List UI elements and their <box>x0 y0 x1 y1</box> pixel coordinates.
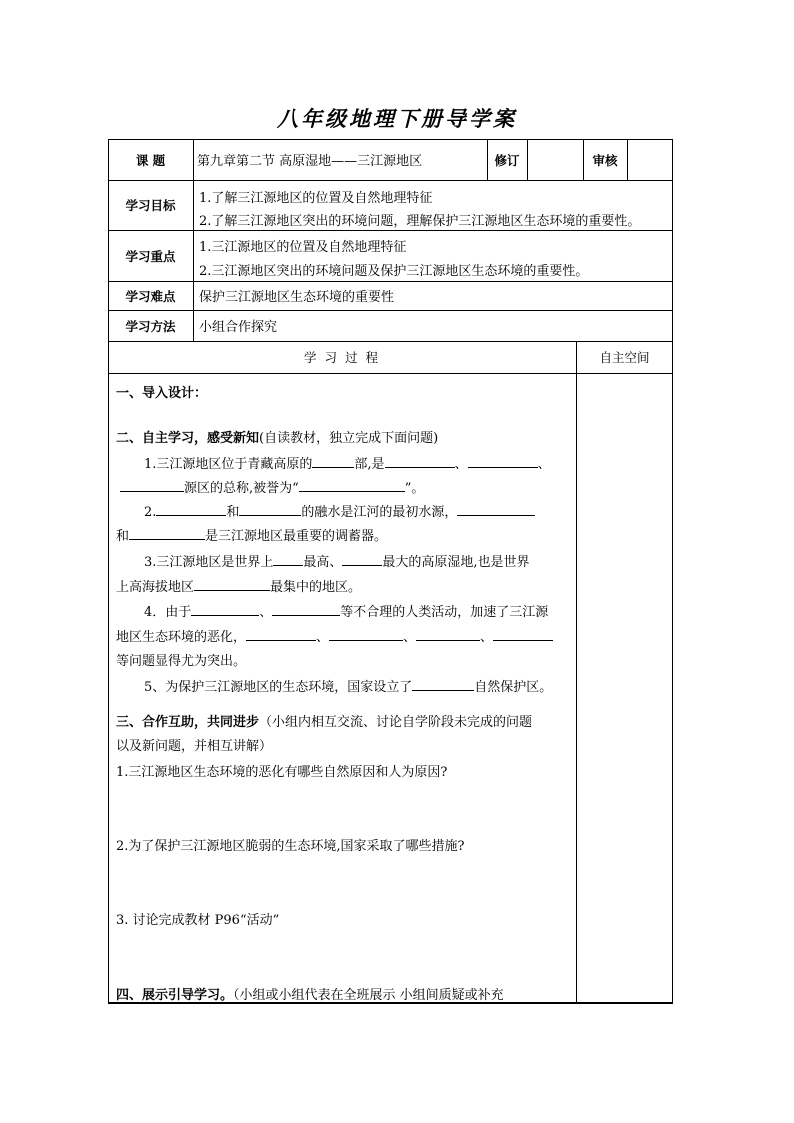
blank[interactable] <box>312 455 354 468</box>
process-header: 学 习 过 程 <box>304 350 380 365</box>
page-title: 八年级地理下册导学案 <box>277 107 517 131</box>
discussion-question: 2.为了保护三江源地区脆弱的生态环境,国家采取了哪些措施? <box>116 839 465 854</box>
question-3-line-1: 3.三江源地区是世界上 最高、 最大的高原湿地,也是世界 <box>144 555 530 570</box>
blank[interactable] <box>194 578 270 591</box>
revise-value[interactable] <box>527 139 583 180</box>
discussion-question: 3. 讨论完成教材 P96“活动” <box>116 913 280 928</box>
discussion-question: 1.三江源地区生态环境的恶化有哪些自然原因和人为原因? <box>116 765 448 780</box>
blank[interactable] <box>385 455 455 468</box>
course-value: 第九章第二节 高原湿地——三江源地区 <box>197 154 423 169</box>
question-3-line-2: 上高海拔地区 最集中的地区。 <box>116 580 362 595</box>
blank[interactable] <box>412 678 474 691</box>
difficulty-label: 学习难点 <box>125 288 176 304</box>
section-cooperation <box>116 711 532 730</box>
question-1-line-1: 1.三江源地区位于青藏高原的 部,是 、 、 <box>144 457 551 472</box>
side-space-area[interactable] <box>577 374 672 1002</box>
section-cooperation-note: （小组内相互交流、讨论自学阶段未完成的问题 <box>259 715 533 730</box>
blank[interactable] <box>468 455 538 468</box>
blank[interactable] <box>416 628 480 641</box>
course-label: 课 题 <box>135 152 166 168</box>
key-point-item: 1.三江源地区的位置及自然地理特征 <box>199 240 407 255</box>
goal-item: 1.了解三江源地区的位置及自然地理特征 <box>199 191 433 206</box>
blank[interactable] <box>299 479 405 492</box>
question-5: 5、为保护三江源地区的生态环境，国家设立了 自然保护区。 <box>144 680 553 695</box>
section-intro: 一、导入设计： <box>116 386 208 401</box>
revise-label: 修订 <box>494 152 520 168</box>
question-4-line-2: 地区生态环境的恶化， 、 、 、 <box>116 626 553 645</box>
method-label: 学习方法 <box>125 318 176 334</box>
section-cooperation-line-2: 以及新问题，并相互讲解） <box>116 739 273 754</box>
goals-label: 学习目标 <box>125 198 176 213</box>
blank[interactable] <box>493 628 553 641</box>
section-self-study-note: (自读教材，独立完成下面问题) <box>259 431 439 446</box>
blank[interactable] <box>156 503 226 516</box>
side-space-header: 自主空间 <box>599 350 650 365</box>
blank[interactable] <box>129 527 205 540</box>
section-self-study-title: 二、自主学习，感受新知 <box>116 431 260 446</box>
blank[interactable] <box>246 628 316 641</box>
section-presentation <box>116 984 504 1003</box>
review-label: 审核 <box>592 152 618 168</box>
question-1-line-2: 源区的总称,被誉为“ ”。 <box>120 477 424 496</box>
question-4-line-3: 等问题显得尤为突出。 <box>116 654 247 669</box>
question-2-line-1: 2. 和 的融水是江河的最初水源， <box>144 501 535 520</box>
difficulty-value: 保护三江源地区生态环境的重要性 <box>199 290 395 305</box>
blank[interactable] <box>191 603 259 616</box>
blank[interactable] <box>272 603 340 616</box>
section-presentation-note: （小组或小组代表在全班展示 小组间质疑或补充 <box>233 988 504 1003</box>
blank[interactable] <box>342 553 382 566</box>
blank[interactable] <box>329 628 403 641</box>
blank[interactable] <box>273 553 303 566</box>
blank[interactable] <box>120 479 184 492</box>
question-2-line-2: 和 是三江源地区最重要的调蓄器。 <box>116 529 388 544</box>
blank[interactable] <box>457 503 535 516</box>
key-point-item: 2.三江源地区突出的环境问题及保护三江源地区生态环境的重要性。 <box>199 264 589 279</box>
question-4-line-1: 4．由于 、 等不合理的人类活动，加速了三江源 <box>144 605 549 620</box>
section-presentation-title: 四、展示引导学习。 <box>116 988 234 1003</box>
key-points-label: 学习重点 <box>125 248 176 264</box>
blank[interactable] <box>239 503 301 516</box>
section-self-study <box>116 427 438 446</box>
section-cooperation-title: 三、合作互助，共同进步 <box>116 715 260 730</box>
method-value: 小组合作探究 <box>199 320 278 335</box>
goal-item: 2.了解三江源地区突出的环境问题，理解保护三江源地区生态环境的重要性。 <box>199 214 641 229</box>
review-value[interactable] <box>627 139 673 180</box>
